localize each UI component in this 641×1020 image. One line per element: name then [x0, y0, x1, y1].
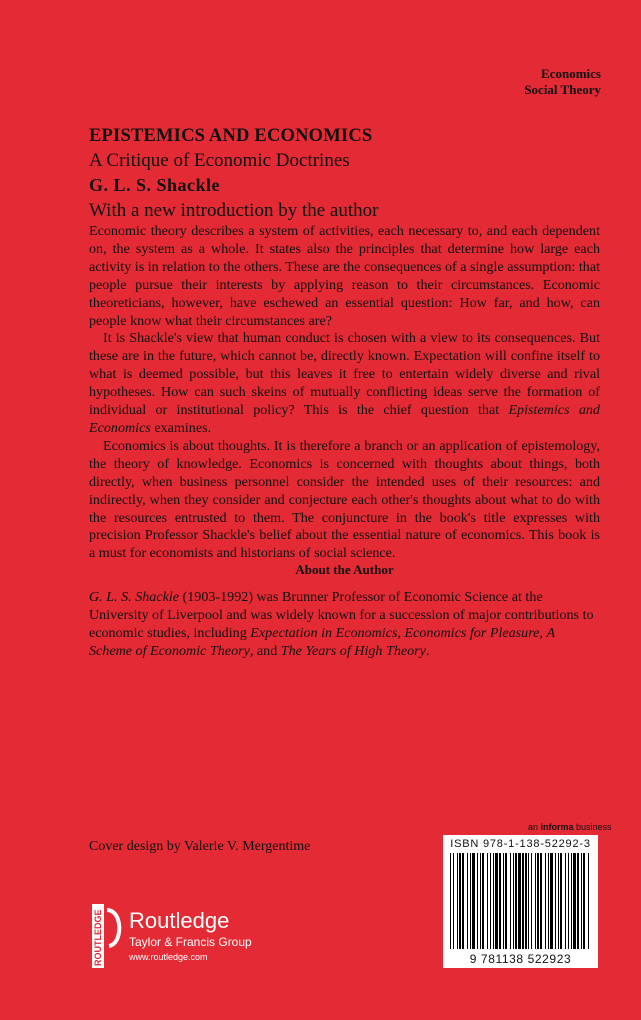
- barcode-bar: [453, 853, 454, 949]
- barcode-bar: [573, 853, 576, 949]
- bio-book-2: Economics for Pleasure: [404, 624, 540, 641]
- barcode-bar: [568, 853, 569, 949]
- barcode-bar: [522, 853, 524, 949]
- barcode-bar: [462, 853, 464, 949]
- barcode-bar: [583, 853, 585, 949]
- barcode-bar: [535, 853, 536, 949]
- series-categories: [524, 66, 601, 98]
- barcode-bar: [565, 853, 566, 949]
- about-author-heading: About the Author: [295, 562, 394, 577]
- barcode-bar: [487, 853, 488, 949]
- barcode-bar: [548, 853, 549, 949]
- informa-suffix: business: [573, 822, 612, 832]
- book-title: EPISTEMICS AND ECONOMICS: [89, 126, 373, 146]
- barcode-bar: [528, 853, 529, 949]
- cover-credit: Cover design by Valerie V. Mergentime: [89, 839, 311, 854]
- barcode-bar: [545, 853, 546, 949]
- barcode-bar: [470, 853, 471, 949]
- publisher-name: Routledge: [129, 908, 230, 933]
- barcode-bar: [493, 853, 494, 949]
- barcode-bar: [477, 853, 478, 949]
- blurb-paragraph-1: Economic theory describes a system of activities, each necessary to, and each dependent on, the system as a whole. It states also the principles that determine how large each activity is in relation to the others. These are the consequences of a single assumption: that people pursue their interests by applying reason to their circumstances. Economic theoreticians, however, have eschewed an essential question: How far, and how, can people know what their circumstances are?: [89, 223, 600, 329]
- barcode-bar: [588, 853, 589, 949]
- bio-text: (1903-1992) was Brunner Professor of Economic Science at the University of Liverpool and was widely known for a succession of major contributions to economic studies, including: [89, 589, 594, 641]
- bio-book-3: A Scheme of Economic Theory: [89, 624, 555, 659]
- barcode-bar: [499, 853, 501, 949]
- barcode-bar: [537, 853, 539, 949]
- barcode-bar: [459, 853, 461, 949]
- barcode-bar: [490, 853, 491, 949]
- barcode-bar: [577, 853, 579, 949]
- barcode-bar: [581, 853, 582, 949]
- barcode-bar: [472, 853, 475, 949]
- publisher-url: www.routledge.com: [129, 952, 208, 962]
- isbn-barcode: [443, 835, 598, 968]
- barcode-bar: [480, 853, 481, 949]
- barcode-bars: [448, 853, 593, 949]
- book-blurb: [89, 223, 600, 563]
- barcode-bar: [495, 853, 498, 949]
- blurb-p2-text: It is Shackle's view that human conduct is chosen with a view to its consequences. But these are in the future, which cannot be, directly known. Expectation will confine itself to what is deemed possible, but this leaves it free to entertain widely diverse and rival hypotheses. How can such skeins of mutually conflicting ideas serve the formation of individual or institutional policy? This is the chief question that: [89, 330, 600, 419]
- barcode-bar: [450, 853, 451, 949]
- barcode-bar: [540, 853, 542, 949]
- barcode-bar: [550, 853, 553, 949]
- book-subtitle: A Critique of Economic Doctrines: [89, 150, 350, 171]
- barcode-bar: [503, 853, 504, 949]
- author-bio: [89, 589, 600, 661]
- bio-end: .: [425, 642, 430, 659]
- barcode-bar: [457, 853, 458, 949]
- publisher-group: Taylor & Francis Group: [129, 935, 252, 949]
- barcode-bar: [558, 853, 559, 949]
- intro-note: With a new introduction by the author: [89, 200, 379, 221]
- routledge-logo-icon: [89, 904, 123, 968]
- bio-book-4: The Years of High Theory: [280, 642, 426, 659]
- blurb-paragraph-2: [89, 330, 600, 437]
- barcode-bar: [525, 853, 527, 949]
- barcode-bar: [505, 853, 507, 949]
- bio-author-name: G. L. S. Shackle: [89, 589, 180, 605]
- blurb-paragraph-3: Economics is about thoughts. It is therefore a branch or an application of epistemology, the theory of knowledge. Economics is concerned with thoughts about things, both directly, when business personnel consider the intended uses of their resources: and indirectly, when they consider and conjecture each other's thoughts about what to do with the resources entrusted to them. The conjuncture in the book's title expresses with precision Professor Shackle's belief about the essential nature of economics. This book is a must for economists and historians of social science.: [89, 437, 600, 562]
- publisher-block: [89, 890, 289, 970]
- barcode-bar: [513, 853, 514, 949]
- barcode-bar: [555, 853, 556, 949]
- bio-sep: ,: [539, 624, 547, 641]
- blurb-p2-end: examines.: [150, 419, 212, 436]
- barcode-bar: [560, 853, 562, 949]
- informa-tagline: [528, 822, 612, 832]
- informa-brand: informa: [540, 822, 574, 832]
- barcode-bar: [518, 853, 521, 949]
- bio-sep: ,: [397, 624, 405, 641]
- bio-sep: , and: [249, 642, 281, 659]
- barcode-bar: [467, 853, 468, 949]
- book-author: G. L. S. Shackle: [89, 175, 221, 195]
- barcode-bar: [482, 853, 484, 949]
- category-economics: Economics: [541, 66, 601, 81]
- barcode-bar: [571, 853, 572, 949]
- barcode-bar: [515, 853, 517, 949]
- isbn-digits: 9 781138 522923: [469, 952, 572, 966]
- isbn-label: ISBN 978-1-138-52292-3: [450, 838, 591, 850]
- barcode-bar: [531, 853, 532, 949]
- category-social-theory: Social Theory: [524, 82, 601, 97]
- blurb-p2-book-title: Epistemics and Economics: [89, 402, 600, 436]
- barcode-bar: [510, 853, 511, 949]
- bio-book-1: Expectation in Economics: [250, 624, 398, 641]
- informa-prefix: an: [528, 822, 541, 832]
- logo-vertical-text: ROUTLEDGE: [93, 909, 103, 966]
